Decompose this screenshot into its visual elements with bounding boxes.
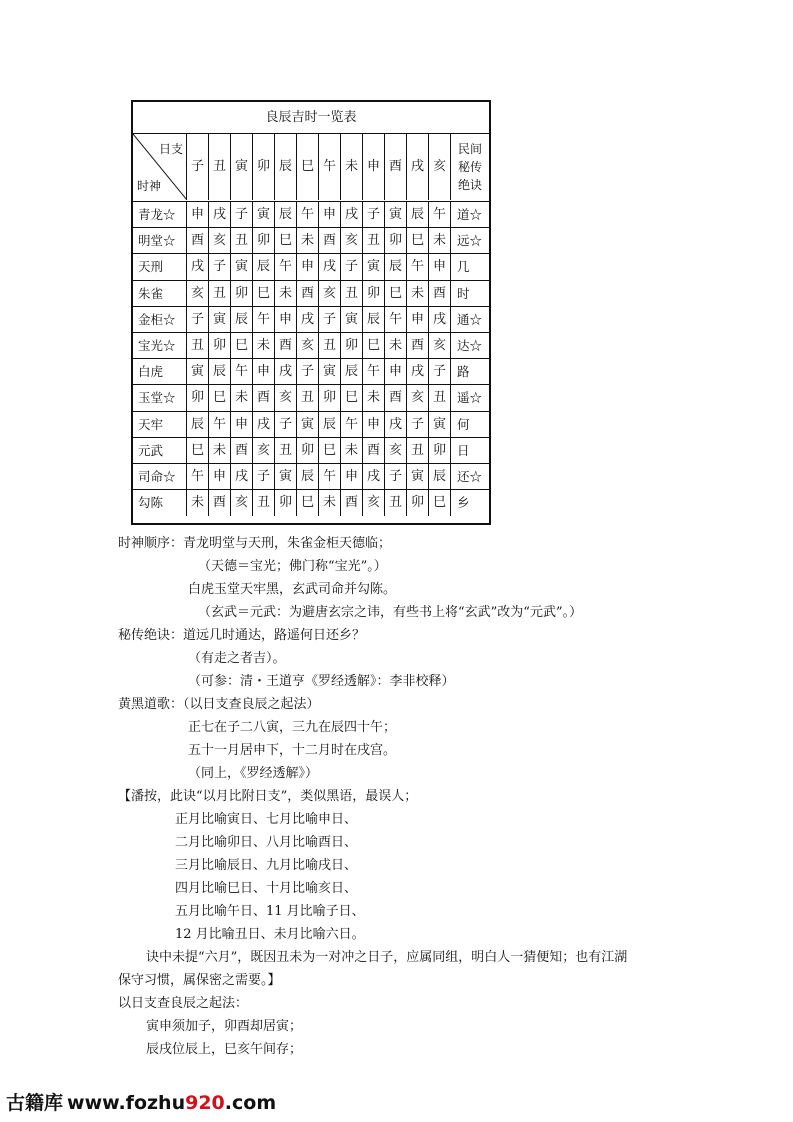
text-line: 正七在子二八寅，三九在辰四十午； <box>188 720 397 735</box>
table-cell: 未 <box>297 228 319 253</box>
branch-header-cell: 酉 <box>385 134 407 200</box>
row-secret-verse-char: 日 <box>457 442 470 458</box>
table-cell: 卯 <box>231 281 253 306</box>
table-cell: 辰 <box>319 412 341 437</box>
table-cell: 未 <box>275 281 297 306</box>
table-cell: 酉 <box>429 281 451 306</box>
branch-header-cell: 子 <box>187 134 209 200</box>
text-line: 四月比喻巳日、十月比喻亥日、 <box>175 881 358 896</box>
table-cell: 巳 <box>209 385 231 410</box>
table-cell: 辰 <box>209 359 231 384</box>
table-cell: 子 <box>187 307 209 332</box>
table-cell: 午 <box>385 307 407 332</box>
table-cell: 戌 <box>363 464 385 489</box>
row-secret-verse-char: 路 <box>457 364 470 380</box>
table-cell: 辰 <box>187 412 209 437</box>
table-cell: 亥 <box>275 385 297 410</box>
table-cell: 辰 <box>297 464 319 489</box>
table-cell: 子 <box>231 202 253 227</box>
table-cell: 巳 <box>275 228 297 253</box>
table-cell: 未 <box>253 333 275 358</box>
row-deity-name: 金柜☆ <box>133 307 187 332</box>
table-cell: 戌 <box>407 359 429 384</box>
row-secret-verse-char: 还☆ <box>457 468 483 484</box>
url-number: 920 <box>185 1092 225 1114</box>
text-line: 黄黑道歌：（以日支查良辰之起法） <box>118 697 320 712</box>
branch-header-cell: 丑 <box>209 134 231 200</box>
table-cell: 申 <box>231 412 253 437</box>
text-line: 三月比喻辰日、九月比喻戌日、 <box>175 858 358 873</box>
table-cell: 子 <box>429 359 451 384</box>
table-cell: 未 <box>341 438 363 463</box>
text-line: （玄武＝元武：为避唐玄宗之讳，有些书上将“玄武”改为“元武”。） <box>198 605 583 620</box>
table-cell: 亥 <box>209 228 231 253</box>
table-cell: 未 <box>209 438 231 463</box>
table-cell: 丑 <box>319 333 341 358</box>
table-cell: 酉 <box>187 228 209 253</box>
table-cell: 丑 <box>231 228 253 253</box>
table-cell: 丑 <box>385 490 407 516</box>
text-line: 白虎玉堂天牢黑，玄武司命并勾陈。 <box>188 582 397 597</box>
table-cell: 午 <box>363 359 385 384</box>
table-cell: 午 <box>319 464 341 489</box>
table-cell: 卯 <box>319 385 341 410</box>
table-cell: 辰 <box>407 202 429 227</box>
table-cell: 巳 <box>253 281 275 306</box>
table-cell: 寅 <box>275 464 297 489</box>
table-cell: 亥 <box>341 228 363 253</box>
table-cell: 巳 <box>429 490 451 516</box>
row-secret-verse-char: 乡 <box>457 495 470 511</box>
table-cell: 寅 <box>253 202 275 227</box>
text-line: 【潘按，此诀“以月比附日支”，类似黑语，最误人； <box>118 789 418 804</box>
row-secret-verse-char: 达☆ <box>457 337 483 353</box>
text-line: 五十一月居申下，十二月时在戌宫。 <box>188 743 397 758</box>
text-line: 五月比喻午日、11 月比喻子日、 <box>175 904 365 919</box>
table-cell: 酉 <box>385 385 407 410</box>
table-cell: 酉 <box>407 333 429 358</box>
table-cell: 巳 <box>341 385 363 410</box>
table-cell: 亥 <box>187 281 209 306</box>
table-cell: 寅 <box>209 307 231 332</box>
table-cell: 午 <box>407 254 429 279</box>
table-cell: 子 <box>319 307 341 332</box>
table-cell: 戌 <box>275 359 297 384</box>
table-cell: 戌 <box>341 202 363 227</box>
table-cell: 子 <box>363 202 385 227</box>
row-secret-verse-char: 何 <box>457 416 470 432</box>
table-cell: 申 <box>319 202 341 227</box>
table-cell: 子 <box>341 254 363 279</box>
table-cell: 午 <box>253 307 275 332</box>
table-cell: 申 <box>297 254 319 279</box>
table-cell: 申 <box>341 464 363 489</box>
table-cell: 亥 <box>363 490 385 516</box>
branch-header-cell: 戌 <box>407 134 429 200</box>
table-cell: 辰 <box>231 307 253 332</box>
table-cell: 寅 <box>297 412 319 437</box>
text-line: （有走之者吉）。 <box>188 651 286 666</box>
table-cell: 辰 <box>253 254 275 279</box>
table-cell: 戌 <box>253 412 275 437</box>
table-cell: 戌 <box>187 254 209 279</box>
branch-header-cell: 辰 <box>275 134 297 200</box>
table-cell: 戌 <box>319 254 341 279</box>
table-cell: 酉 <box>231 438 253 463</box>
table-cell: 未 <box>407 281 429 306</box>
branch-header-cell: 寅 <box>231 134 253 200</box>
table-cell: 申 <box>363 412 385 437</box>
row-deity-name: 元武 <box>133 438 187 463</box>
table-cell: 未 <box>429 228 451 253</box>
table-cell: 辰 <box>385 254 407 279</box>
row-deity-name: 天刑 <box>133 254 187 279</box>
table-cell: 酉 <box>209 490 231 516</box>
text-line: （可参：清・王道亨《罗经透解》：李非校释） <box>188 674 455 689</box>
branch-header-cell: 卯 <box>253 134 275 200</box>
table-cell: 寅 <box>429 412 451 437</box>
table-cell: 丑 <box>209 281 231 306</box>
table-cell: 午 <box>341 412 363 437</box>
table-cell: 子 <box>209 254 231 279</box>
table-cell: 亥 <box>385 438 407 463</box>
row-deity-name: 白虎 <box>133 359 187 384</box>
table-cell: 寅 <box>385 202 407 227</box>
row-deity-name: 青龙☆ <box>133 202 187 227</box>
table-cell: 丑 <box>341 281 363 306</box>
table-cell: 子 <box>297 359 319 384</box>
table-cell: 卯 <box>209 333 231 358</box>
text-line: 秘传绝诀：道远几时通达，路遥何日还乡？ <box>118 628 366 643</box>
table-cell: 辰 <box>363 307 385 332</box>
row-deity-name: 玉堂☆ <box>133 385 187 410</box>
text-line: 保守习惯，属保密之需要。】 <box>118 973 281 988</box>
table-cell: 子 <box>275 412 297 437</box>
table-cell: 巳 <box>319 438 341 463</box>
text-line: 时神顺序：青龙明堂与天刑，朱雀金柜天德临； <box>118 536 392 551</box>
table-cell: 未 <box>319 490 341 516</box>
last-header-line: 绝诀 <box>457 178 482 192</box>
table-cell: 亥 <box>297 333 319 358</box>
text-line: 二月比喻卯日、八月比喻酉日、 <box>175 835 358 850</box>
row-secret-verse-char: 道☆ <box>457 207 483 222</box>
table-cell: 辰 <box>429 464 451 489</box>
table-cell: 戌 <box>429 307 451 332</box>
table-cell: 卯 <box>341 333 363 358</box>
row-secret-verse-char: 几 <box>457 259 470 275</box>
table-cell: 卯 <box>363 281 385 306</box>
site-watermark <box>6 1088 276 1115</box>
table-cell: 申 <box>253 359 275 384</box>
table-cell: 亥 <box>407 385 429 410</box>
table-cell: 巳 <box>407 228 429 253</box>
text-line: 辰戌位辰上，巳亥午间存； <box>146 1042 303 1057</box>
row-secret-verse-char: 远☆ <box>457 233 483 249</box>
table-cell: 午 <box>209 412 231 437</box>
table-cell: 戌 <box>231 464 253 489</box>
table-cell: 子 <box>407 412 429 437</box>
table-cell: 申 <box>187 202 209 227</box>
row-deity-name: 朱雀 <box>133 281 187 306</box>
table-cell: 寅 <box>187 359 209 384</box>
corner-bottom-label: 时神 <box>137 179 162 193</box>
table-cell: 丑 <box>429 385 451 410</box>
table-cell: 申 <box>275 307 297 332</box>
table-cell: 未 <box>187 490 209 516</box>
table-cell: 巳 <box>297 490 319 516</box>
text-line: 寅申须加子，卯酉却居寅； <box>146 1019 303 1034</box>
row-deity-name: 明堂☆ <box>133 228 187 253</box>
text-line: （同上，《罗经透解》） <box>188 766 319 781</box>
table-cell: 丑 <box>407 438 429 463</box>
table-cell: 午 <box>187 464 209 489</box>
table-cell: 辰 <box>341 359 363 384</box>
table-cell: 巳 <box>187 438 209 463</box>
table-cell: 卯 <box>407 490 429 516</box>
table-cell: 卯 <box>429 438 451 463</box>
row-deity-name: 天牢 <box>133 412 187 437</box>
table-cell: 酉 <box>341 490 363 516</box>
table-cell: 卯 <box>187 385 209 410</box>
branch-header-cell: 巳 <box>297 134 319 200</box>
table-cell: 未 <box>231 385 253 410</box>
table-cell: 酉 <box>253 385 275 410</box>
table-cell: 丑 <box>297 385 319 410</box>
table-cell: 寅 <box>319 359 341 384</box>
row-deity-name: 勾陈 <box>133 490 187 516</box>
table-cell: 卯 <box>297 438 319 463</box>
table-cell: 酉 <box>319 228 341 253</box>
table-cell: 丑 <box>253 490 275 516</box>
table-cell: 戌 <box>385 412 407 437</box>
table-cell: 寅 <box>231 254 253 279</box>
last-header-line: 民间 <box>457 142 482 156</box>
table-cell: 申 <box>429 254 451 279</box>
url-suffix: .com <box>224 1092 277 1114</box>
row-deity-name: 司命☆ <box>133 464 187 489</box>
corner-top-label: 日支 <box>158 142 183 156</box>
table-cell: 亥 <box>231 490 253 516</box>
table-cell: 午 <box>297 202 319 227</box>
branch-header-cell: 午 <box>319 134 341 200</box>
table-cell: 巳 <box>385 281 407 306</box>
table-cell: 丑 <box>363 228 385 253</box>
table-cell: 酉 <box>275 333 297 358</box>
table-cell: 酉 <box>363 438 385 463</box>
table-cell: 申 <box>385 359 407 384</box>
row-deity-name: 宝光☆ <box>133 333 187 358</box>
table-cell: 申 <box>407 307 429 332</box>
table-title: 良辰吉时一览表 <box>133 102 489 134</box>
table-cell: 酉 <box>297 281 319 306</box>
table-cell: 巳 <box>363 333 385 358</box>
text-line: 正月比喻寅日、七月比喻申日、 <box>175 812 358 827</box>
table-cell: 卯 <box>275 490 297 516</box>
table-cell: 未 <box>363 385 385 410</box>
table-cell: 亥 <box>253 438 275 463</box>
table-cell: 戌 <box>209 202 231 227</box>
table-cell: 巳 <box>231 333 253 358</box>
text-line: 12 月比喻丑日、未月比喻六日。 <box>175 927 365 942</box>
table-cell: 卯 <box>385 228 407 253</box>
table-cell: 丑 <box>187 333 209 358</box>
text-line: （天德＝宝光；佛门称“宝光”。） <box>198 559 387 574</box>
table-cell: 午 <box>231 359 253 384</box>
table-cell: 午 <box>429 202 451 227</box>
table-cell: 子 <box>253 464 275 489</box>
table-cell: 戌 <box>297 307 319 332</box>
table-cell: 卯 <box>253 228 275 253</box>
row-secret-verse-char: 时 <box>457 285 470 301</box>
table-cell: 申 <box>209 464 231 489</box>
url-prefix: www.fozhu <box>67 1092 186 1114</box>
table-cell: 寅 <box>363 254 385 279</box>
branch-header-cell: 亥 <box>429 134 451 200</box>
table-cell: 未 <box>385 333 407 358</box>
table-cell: 寅 <box>407 464 429 489</box>
table-cell: 辰 <box>275 202 297 227</box>
last-header-line: 秘传 <box>457 160 482 174</box>
table-cell: 丑 <box>275 438 297 463</box>
table-cell: 亥 <box>429 333 451 358</box>
table-cell: 午 <box>275 254 297 279</box>
branch-header-cell: 未 <box>341 134 363 200</box>
table-cell: 寅 <box>341 307 363 332</box>
text-line: 以日支查良辰之起法： <box>118 996 249 1011</box>
branch-header-cell: 申 <box>363 134 385 200</box>
table-cell: 亥 <box>319 281 341 306</box>
table-cell: 子 <box>385 464 407 489</box>
row-secret-verse-char: 通☆ <box>457 311 483 327</box>
row-secret-verse-char: 遥☆ <box>457 390 483 406</box>
text-line: 诀中未提“六月”，既因丑未为一对冲之日子，应属同组，明白人一猜便知；也有江湖 <box>146 950 628 965</box>
site-name: 古籍库 <box>6 1092 64 1114</box>
